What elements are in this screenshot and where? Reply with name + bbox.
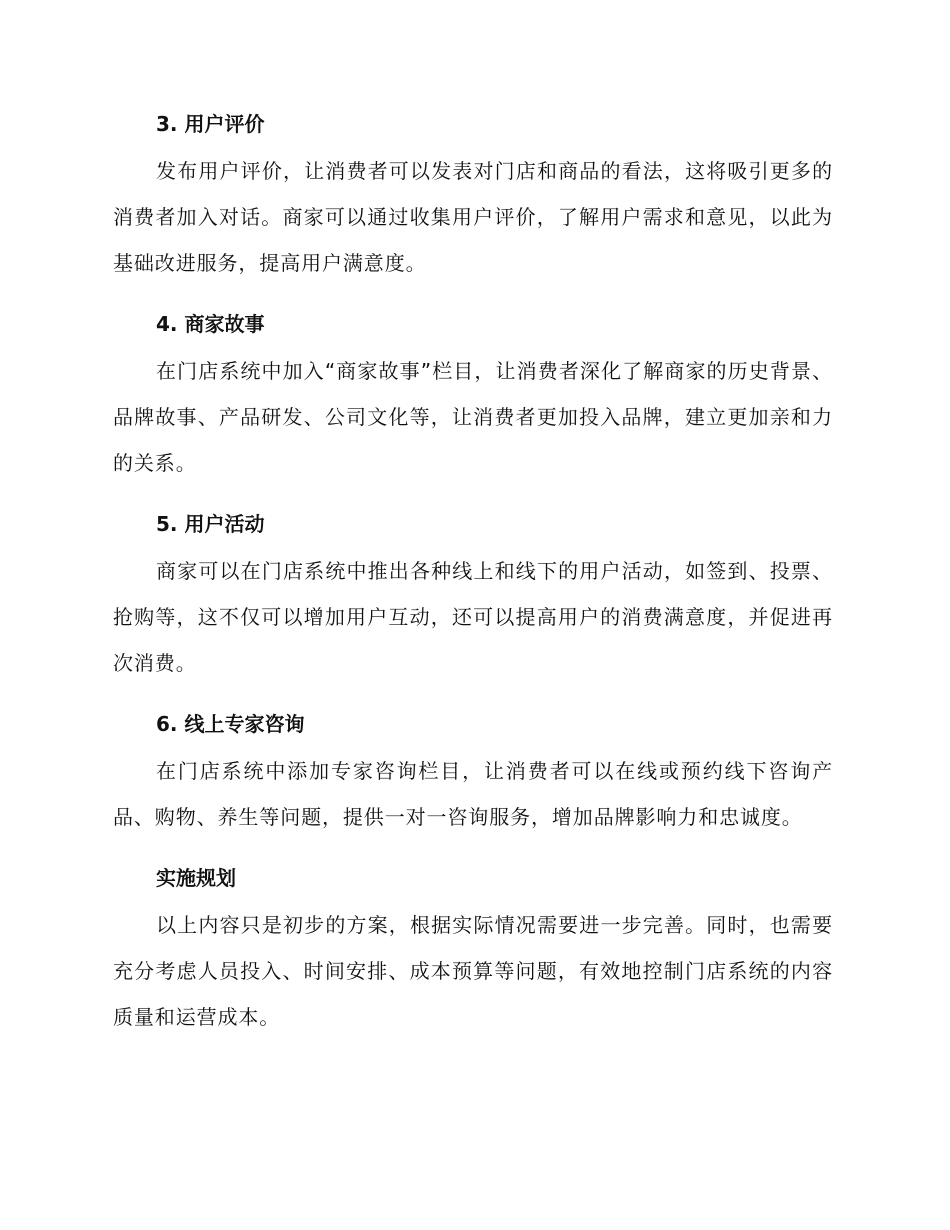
section-heading: 5. 用户活动 [156,512,265,536]
section-heading: 4. 商家故事 [156,312,265,336]
section-heading: 实施规划 [156,866,236,890]
document-page [113,110,833,1040]
section-paragraph: 以上内容只是初步的方案，根据实际情况需要进一步完善。同时，也需要充分考虑人员投入、时间安排、成本预算等问题，有效地控制门店系统的内容质量和运营成本。 [113,913,833,1029]
section-heading: 6. 线上专家咨询 [156,712,305,736]
section-paragraph: 在门店系统中添加专家咨询栏目，让消费者可以在线或预约线下咨询产品、购物、养生等问题，提供一对一咨询服务，增加品牌影响力和忠诚度。 [113,759,833,829]
section-online-expert-consulting [113,710,833,840]
section-paragraph: 在门店系统中加入“商家故事”栏目，让消费者深化了解商家的历史背景、品牌故事、产品研发、公司文化等，让消费者更加投入品牌，建立更加亲和力的关系。 [113,359,833,475]
section-user-reviews [113,110,833,286]
section-implementation-plan [113,864,833,1040]
section-merchant-story [113,310,833,486]
section-heading: 3. 用户评价 [156,112,265,136]
section-user-activities [113,510,833,686]
section-paragraph: 发布用户评价，让消费者可以发表对门店和商品的看法，这将吸引更多的消费者加入对话。商家可以通过收集用户评价，了解用户需求和意见，以此为基础改进服务，提高用户满意度。 [113,159,833,275]
section-paragraph: 商家可以在门店系统中推出各种线上和线下的用户活动，如签到、投票、抢购等，这不仅可以增加用户互动，还可以提高用户的消费满意度，并促进再次消费。 [113,559,833,675]
